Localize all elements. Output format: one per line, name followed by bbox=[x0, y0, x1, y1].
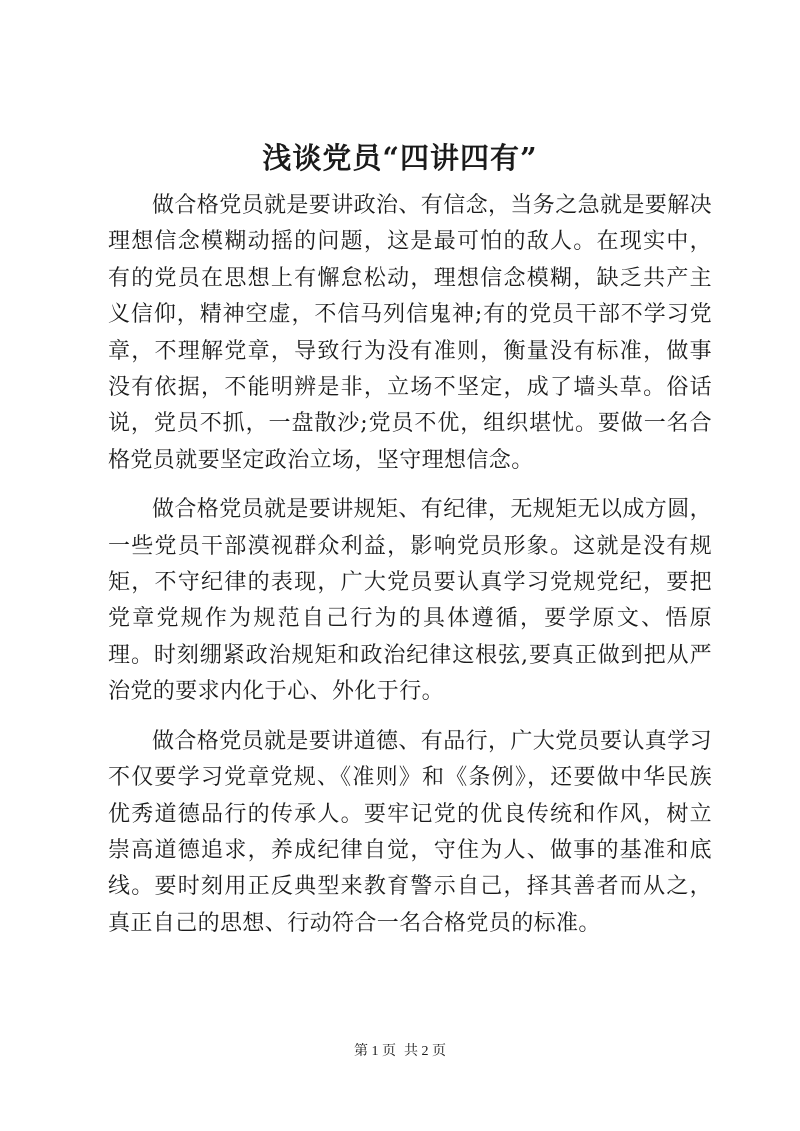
page-footer bbox=[0, 1042, 800, 1062]
paragraph-1: 做合格党员就是要讲政治、有信念，当务之急就是要解决理想信念模糊动摇的问题，这是最可怕的敌人。在现实中，有的党员在思想上有懈怠松动，理想信念模糊，缺乏共产主义信仰，精神空虚，不信马列信鬼神;有的党员干部不学习党章，不理解党章，导致行为没有准则，衡量没有标准，做事没有依据，不能明辨是非，立场不坚定，成了墙头草。俗话说，党员不抓，一盘散沙;党员不优，组织堪忧。要做一名合格党员就要坚定政治立场，坚守理想信念。 bbox=[108, 193, 713, 473]
paragraph-3: 做合格党员就是要讲道德、有品行，广大党员要认真学习不仅要学习党章党规、《准则》和《条例》，还要做中华民族优秀道德品行的传承人。要牢记党的优良传统和作风，树立崇高道德追求，养成纪律自觉，守住为人、做事的基准和底线。要时刻用正反典型来教育警示自己，择其善者而从之，真正自己的思想、行动符合一名合格党员的标准。 bbox=[108, 728, 713, 936]
document-title: 浅谈党员“四讲四有” bbox=[262, 141, 538, 175]
page-number-current: 第 1 页 bbox=[354, 1044, 396, 1059]
document-body bbox=[108, 188, 712, 942]
page-number-total: 共 2 页 bbox=[404, 1044, 446, 1059]
paragraph-2: 做合格党员就是要讲规矩、有纪律，无规矩无以成方圆，一些党员干部漠视群众利益，影响党员形象。这就是没有规矩，不守纪律的表现，广大党员要认真学习党规党纪，要把党章党规作为规范自己行为的具体遵循，要学原文、悟原理。时刻绷紧政治规矩和政治纪律这根弦,要真正做到把从严治党的要求内化于心、外化于行。 bbox=[108, 497, 713, 705]
